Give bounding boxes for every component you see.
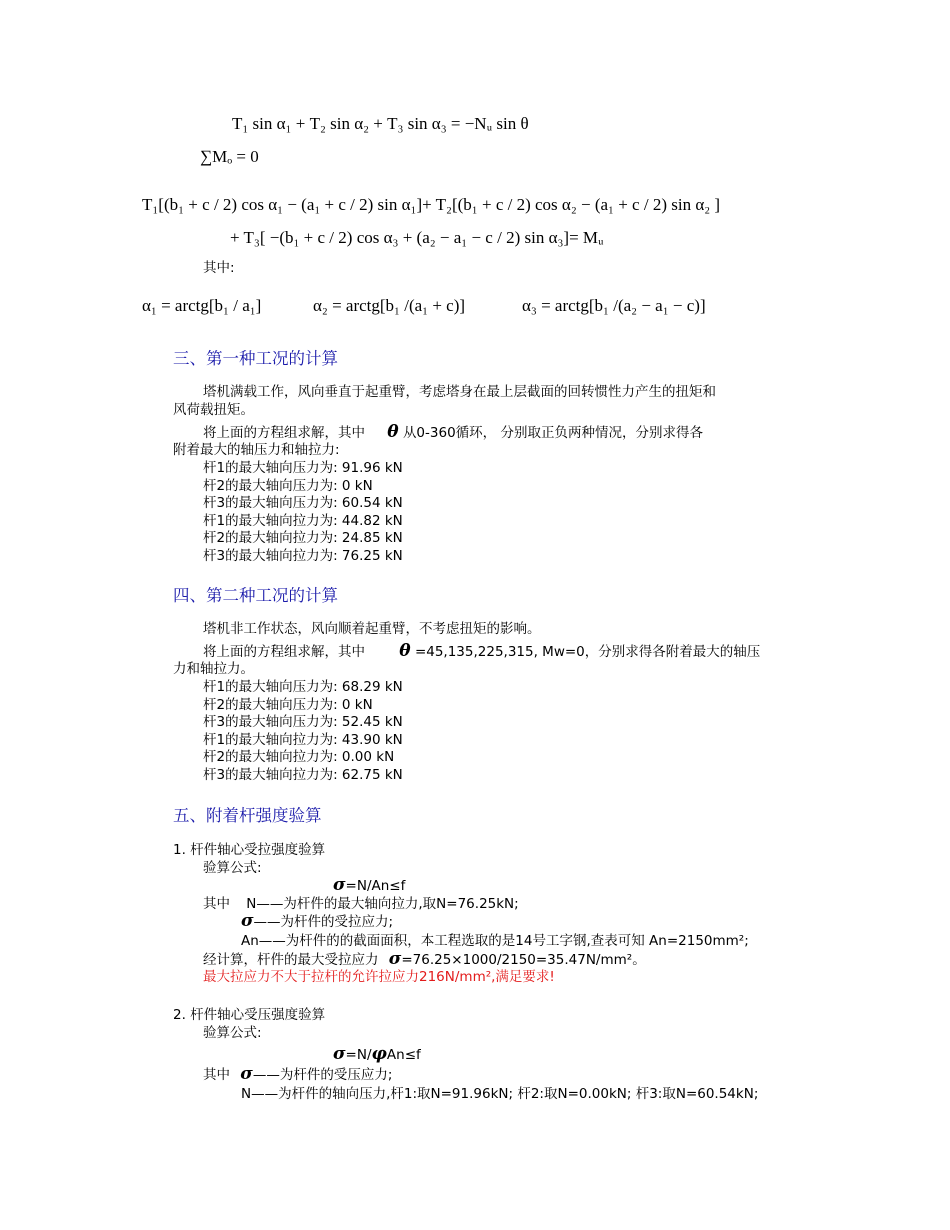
equation-alpha1: α₁ = arctg[b₁ / a₁]: [142, 296, 262, 315]
case1-paragraph-line1: 塔机满载工作，风向垂直于起重臂，考虑塔身在最上层截面的回转惯性力产生的扭矩和: [203, 384, 716, 400]
theta-symbol: θ: [387, 422, 399, 442]
list-item: 杆1的最大轴向压力为: 91.96 kN: [203, 460, 403, 476]
compression-formula-b: An≤f: [386, 1047, 421, 1063]
case1-solve-prefix: 将上面的方程组求解，其中: [203, 425, 365, 441]
case1-results-list: [203, 459, 403, 565]
equation-force-balance: T₁ sin α₁ + T₂ sin α₂ + T₃ sin α₃ = −Nᵤ sin θ: [232, 114, 529, 133]
compression-formula-a: =N/: [345, 1047, 372, 1063]
compression-n-definition: N——为杆件的轴向压力,杆1:取N=91.96kN; 杆2:取N=0.00kN; 杆3:取N=60.54kN;: [241, 1086, 759, 1102]
case2-solve-suffix: =45,135,225,315, Mw=0，分别求得各附着最大的轴压: [414, 644, 761, 660]
theta-symbol: θ: [399, 641, 411, 661]
tension-calculation: [203, 950, 646, 969]
case1-solve-text: [203, 423, 703, 442]
list-item: 杆1的最大轴向压力为: 68.29 kN: [203, 679, 403, 695]
list-item: 杆2的最大轴向压力为: 0 kN: [203, 477, 373, 494]
compression-formula: [333, 1045, 421, 1064]
list-item: 杆3的最大轴向压力为: 52.45 kN: [203, 714, 403, 731]
where-label: 其中:: [203, 260, 235, 276]
list-item: 杆2的最大轴向压力为: 0 kN: [203, 696, 373, 713]
subsection-tension-title: 1. 杆件轴心受拉强度验算: [173, 842, 326, 858]
tension-n-definition: N——为杆件的最大轴向拉力,取N=76.25kN;: [246, 896, 519, 912]
equation-moment-line1: T₁[(b₁ + c / 2) cos α₁ − (a₁ + c / 2) sin α₁]+ T₂[(b₁ + c / 2) cos α₂ − (a₁ + c / 2) sin α₂ ]: [142, 195, 721, 214]
case1-solve-line2: 附着最大的轴压力和轴拉力:: [173, 442, 340, 458]
where-label: 其中: [203, 1067, 230, 1083]
section-heading-case1: 三、第一种工况的计算: [173, 349, 338, 368]
list-item: 杆1的最大轴向拉力为: 44.82 kN: [203, 512, 403, 529]
sigma-symbol: σ: [240, 1064, 253, 1084]
subsection-compression-title: 2. 杆件轴心受压强度验算: [173, 1007, 326, 1023]
case2-paragraph: 塔机非工作状态，风向顺着起重臂，不考虑扭矩的影响。: [203, 621, 541, 637]
section-heading-case2: 四、第二种工况的计算: [173, 586, 338, 605]
phi-symbol: φ: [371, 1044, 387, 1064]
sigma-symbol: σ: [388, 949, 402, 969]
equation-moment-sum: ∑Mₒ = 0: [200, 147, 259, 166]
compression-where-line: [203, 1065, 392, 1084]
compression-sigma-definition: ——为杆件的受压应力;: [252, 1067, 393, 1083]
tension-formula-text: =N/An≤f: [345, 878, 406, 894]
list-item: 杆1的最大轴向拉力为: 43.90 kN: [203, 731, 403, 748]
tension-calc-result: =76.25×1000/2150=35.47N/mm²。: [401, 952, 646, 968]
list-item: 杆2的最大轴向拉力为: 24.85 kN: [203, 530, 403, 547]
sigma-symbol: σ: [333, 875, 346, 895]
case2-solve-text: [203, 642, 760, 661]
equation-alpha3: α₃ = arctg[b₁ /(a₂ − a₁ − c)]: [522, 296, 706, 315]
section-heading-strength-check: 五、附着杆强度验算: [173, 806, 322, 825]
case1-solve-suffix: 从0-360循环， 分别取正负两种情况，分别求得各: [402, 425, 703, 441]
case2-results-list: [203, 678, 403, 784]
tension-conclusion: 最大拉应力不大于拉杆的允许拉应力216N/mm²,满足要求!: [203, 969, 555, 985]
compression-formula-label: 验算公式:: [203, 1025, 262, 1041]
list-item: 杆3的最大轴向拉力为: 76.25 kN: [203, 547, 403, 564]
equation-alpha2: α₂ = arctg[b₁ /(a₁ + c)]: [313, 296, 466, 315]
tension-sigma-definition: [241, 912, 393, 931]
equation-moment-line2: + T₃[ −(b₁ + c / 2) cos α₃ + (a₂ − a₁ − c / 2) sin α₃]= Mᵤ: [230, 228, 604, 247]
list-item: 杆2的最大轴向拉力为: 0.00 kN: [203, 749, 395, 766]
case2-solve-line2: 力和轴拉力。: [173, 661, 254, 677]
sigma-definition-text: ——为杆件的受拉应力;: [253, 914, 394, 930]
tension-formula-label: 验算公式:: [203, 860, 262, 876]
tension-formula: [333, 876, 405, 895]
tension-an-definition: An——为杆件的的截面面积，本工程选取的是14号工字钢,查表可知 An=2150mm²;: [241, 933, 749, 949]
list-item: 杆3的最大轴向压力为: 60.54 kN: [203, 495, 403, 512]
case2-solve-prefix: 将上面的方程组求解，其中: [203, 644, 365, 660]
where-label: 其中: [203, 896, 230, 912]
list-item: 杆3的最大轴向拉力为: 62.75 kN: [203, 766, 403, 783]
sigma-symbol: σ: [241, 911, 254, 931]
sigma-symbol: σ: [333, 1044, 346, 1064]
case1-paragraph-line2: 风荷载扭矩。: [173, 402, 254, 418]
tension-calc-prefix: 经计算，杆件的最大受拉应力: [203, 952, 379, 968]
